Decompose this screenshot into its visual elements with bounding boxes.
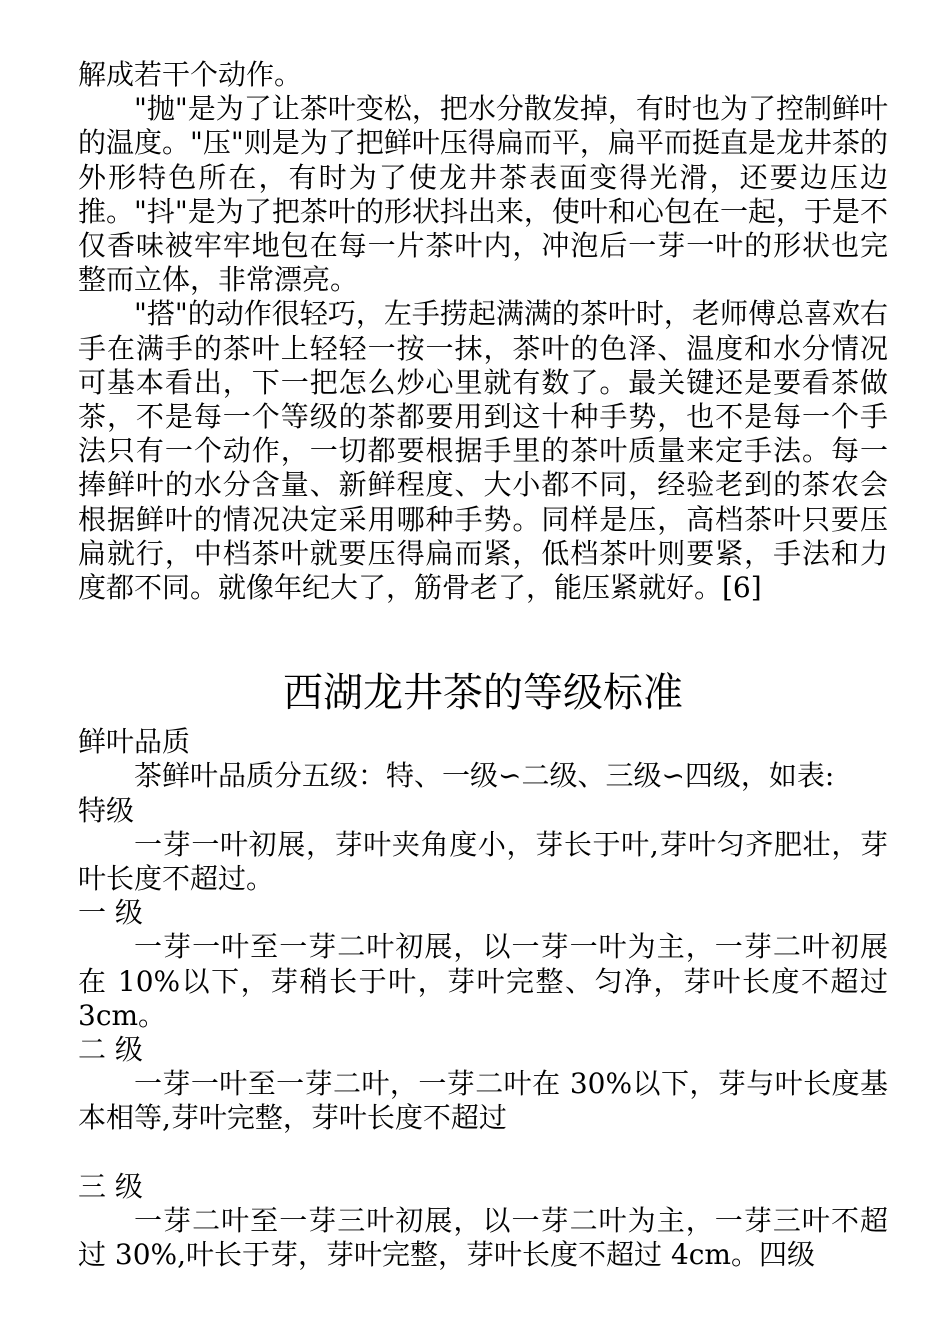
grade-3-text: 一芽二叶至一芽三叶初展，以一芽二叶为主，一芽三叶不超过 30%,叶长于芽，芽叶完整，芽叶长度不超过 4cm。四级	[78, 1203, 888, 1272]
spacer	[78, 605, 888, 667]
paragraph-continuation: 解成若干个动作。	[78, 58, 303, 91]
grade-special-text: 一芽一叶初展，芽叶夹角度小，芽长于叶,芽叶匀齐肥壮，芽叶长度不超过。	[78, 827, 888, 896]
spacer	[78, 1136, 888, 1170]
section-title: 西湖龙井茶的等级标准	[283, 670, 683, 717]
grade-1-label: 一 级	[78, 896, 143, 930]
grade-2-label: 二 级	[78, 1033, 143, 1067]
grade-special-label: 特级	[78, 793, 135, 827]
subsection-title: 鲜叶品质	[78, 725, 191, 759]
paragraph-techniques: "抛"是为了让茶叶变松，把水分散发掉，有时也为了控制鲜叶的温度。"压"则是为了把鲜叶压得扁而平，扁平而挺直是龙井茶的外形特色所在，有时为了使龙井茶表面变得光滑，还要边压边推。"抖"是为了把茶叶的形状抖出来，使叶和心包在一起，于是不仅香味被牢牢地包在每一片茶叶内，冲泡后一芽一叶的形状也完整而立体，非常漂亮。	[78, 92, 888, 297]
document-page	[78, 58, 888, 1272]
grade-1-text: 一芽一叶至一芽二叶初展，以一芽一叶为主，一芽二叶初展在 10%以下，芽稍长于叶，芽叶完整、匀净，芽叶长度不超过 3cm。	[78, 930, 888, 1032]
intro-text: 茶鲜叶品质分五级：特、一级∽二级、三级∽四级，如表:	[134, 759, 835, 793]
grade-2-text: 一芽一叶至一芽二叶，一芽二叶在 30%以下，芽与叶长度基本相等,芽叶完整，芽叶长度不超过	[78, 1067, 888, 1135]
paragraph-da-technique: "搭"的动作很轻巧，左手捞起满满的茶叶时，老师傅总喜欢右手在满手的茶叶上轻轻一按一抹，茶叶的色泽、温度和水分情况可基本看出，下一把怎么炒心里就有数了。最关键还是要看茶做茶，不是每一个等级的茶都要用到这十种手势，也不是每一个手法只有一个动作，一切都要根据手里的茶叶质量来定手法。每一捧鲜叶的水分含量、新鲜程度、大小都不同，经验老到的茶农会根据鲜叶的情况决定采用哪种手势。同样是压，高档茶叶只要压扁就行，中档茶叶就要压得扁而紧，低档茶叶则要紧，手法和力度都不同。就像年纪大了，筋骨老了，能压紧就好。[6]	[78, 297, 888, 605]
grade-3-label: 三 级	[78, 1169, 143, 1203]
